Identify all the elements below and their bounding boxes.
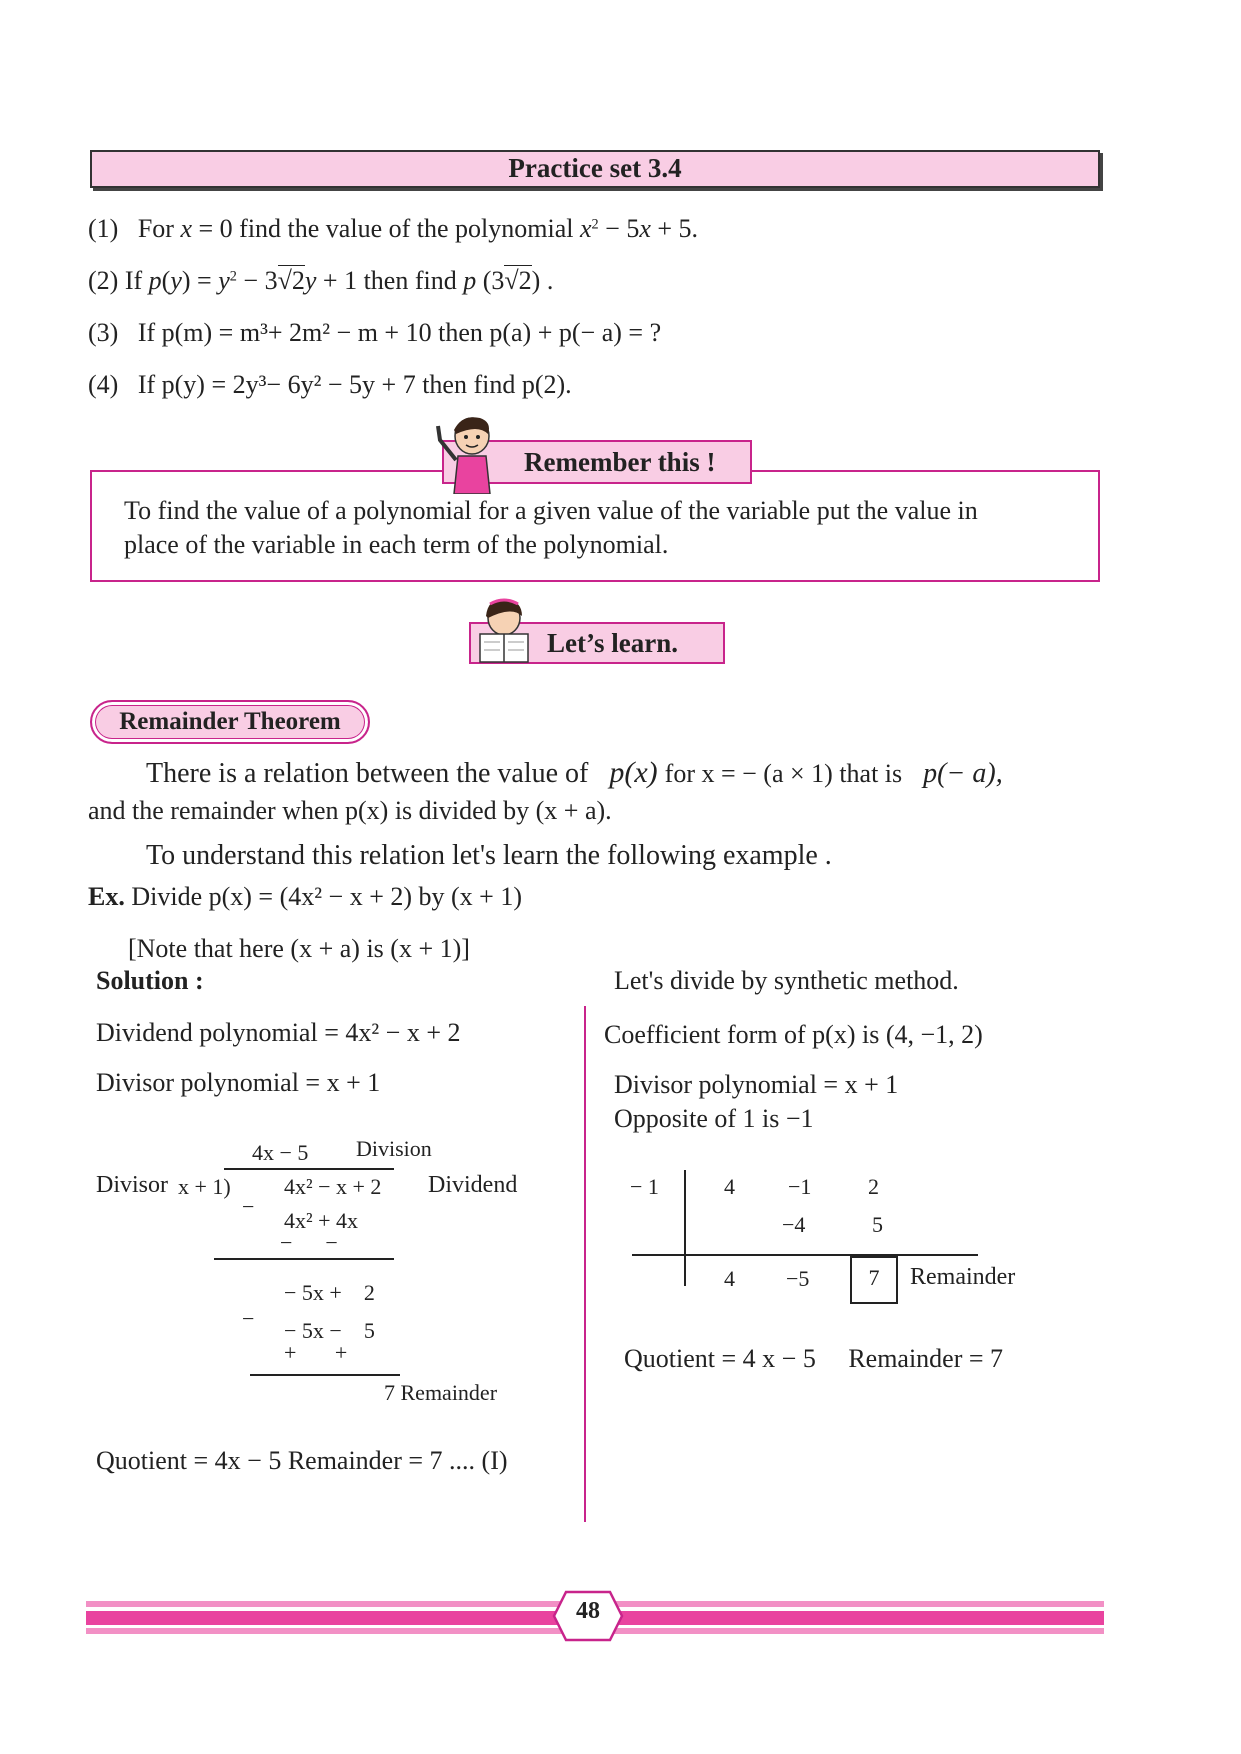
ld-minus-2: − xyxy=(242,1306,255,1331)
remember-line-2: place of the variable in each term of the polynomial. xyxy=(124,530,669,559)
divisor-polynomial: Divisor polynomial = x + 1 xyxy=(96,1068,381,1097)
coefficient-form: Coefficient form of p(x) is (4, −1, 2) xyxy=(604,1020,983,1049)
opposite-line: Opposite of 1 is −1 xyxy=(614,1104,814,1133)
syn-row1-c2: 2 xyxy=(868,1174,879,1199)
syn-row1-c1: −1 xyxy=(788,1174,812,1199)
right-divisor: Divisor polynomial = x + 1 xyxy=(614,1070,899,1099)
remember-box xyxy=(90,470,1100,582)
ld-dividend-label: Dividend xyxy=(428,1172,518,1198)
question-1: (1) For x = 0 find the value of the polynomial $x^2 - 5x + 5$. xyxy=(88,214,699,243)
remainder-theorem-heading: Remainder Theorem xyxy=(90,700,370,744)
ld-signs-1: − − xyxy=(280,1230,338,1255)
ld-minus-1: − xyxy=(242,1194,255,1219)
syn-remainder-box: 7 xyxy=(850,1256,898,1304)
theorem-para-2: and the remainder when p(x) is divided by (x + a). xyxy=(88,796,612,825)
left-result: Quotient = 4x − 5 Remainder = 7 .... (I) xyxy=(96,1446,508,1475)
ld-subtract-2: − 5x − 5 xyxy=(284,1318,375,1343)
ld-signs-2: + + xyxy=(284,1340,348,1365)
ld-rule-2 xyxy=(250,1374,400,1376)
right-result: Quotient = 4 x − 5 Remainder = 7 xyxy=(624,1344,1004,1373)
ld-division-label: Division xyxy=(356,1136,432,1161)
ld-subtract-1: 4x² + 4x xyxy=(284,1208,359,1233)
syn-horizontal-bar xyxy=(632,1254,978,1256)
syn-remainder-label: Remainder xyxy=(910,1264,1016,1290)
remember-tab: Remember this ! xyxy=(442,440,752,484)
theorem-para-3: To understand this relation let's learn the following example . xyxy=(146,840,832,871)
dividend-polynomial: Dividend polynomial = 4x² − x + 2 xyxy=(96,1018,461,1047)
column-divider xyxy=(584,1006,586,1522)
syn-divisor: − 1 xyxy=(630,1174,659,1199)
syn-row3-c1: −5 xyxy=(786,1266,810,1291)
ld-rule-1 xyxy=(214,1258,394,1260)
ld-final-remainder: 7 Remainder xyxy=(384,1380,498,1405)
page-number: 48 xyxy=(576,1598,600,1624)
boy-pointing-illustration xyxy=(432,412,502,494)
lets-learn-tab: Let’s learn. xyxy=(469,622,725,664)
example-line: Ex. Divide p(x) = (4x² − x + 2) by (x + 1) xyxy=(88,882,523,911)
girl-reading-illustration xyxy=(470,594,538,666)
ld-divisor-expr: x + 1) xyxy=(178,1174,231,1199)
example-note: [Note that here (x + a) is (x + 1)] xyxy=(128,934,470,963)
syn-vertical-bar xyxy=(684,1170,686,1286)
question-2: (2) If $p(y) = y^2 - 3√2y + 1$ then find p (3√2) . xyxy=(88,266,554,295)
ld-remainder-step: − 5x + 2 xyxy=(284,1280,375,1305)
theorem-para-1: There is a relation between the value of p(x) for x = − (a × 1) that is p(− a), xyxy=(146,756,1003,789)
practice-set-title: Practice set 3.4 xyxy=(90,150,1100,188)
solution-label: Solution : xyxy=(96,966,204,995)
ld-dividend-expr: 4x² − x + 2 xyxy=(284,1174,382,1199)
question-4: (4) If p(y) = 2y³− 6y² − 5y + 7 then find p(2). xyxy=(88,370,572,399)
remember-line-1: To find the value of a polynomial for a given value of the variable put the value in xyxy=(124,496,978,525)
synthetic-method-intro: Let's divide by synthetic method. xyxy=(614,966,959,995)
question-3: (3) If p(m) = m³+ 2m² − m + 10 then p(a) + p(− a) = ? xyxy=(88,318,662,347)
ld-quotient: 4x − 5 xyxy=(252,1140,309,1165)
ld-division-bar xyxy=(224,1168,394,1170)
syn-row2-c1: −4 xyxy=(782,1212,806,1237)
syn-row1-c0: 4 xyxy=(724,1174,735,1199)
syn-row2-c2: 5 xyxy=(872,1212,883,1237)
syn-row3-c0: 4 xyxy=(724,1266,735,1291)
ld-divisor-label: Divisor xyxy=(96,1172,168,1198)
